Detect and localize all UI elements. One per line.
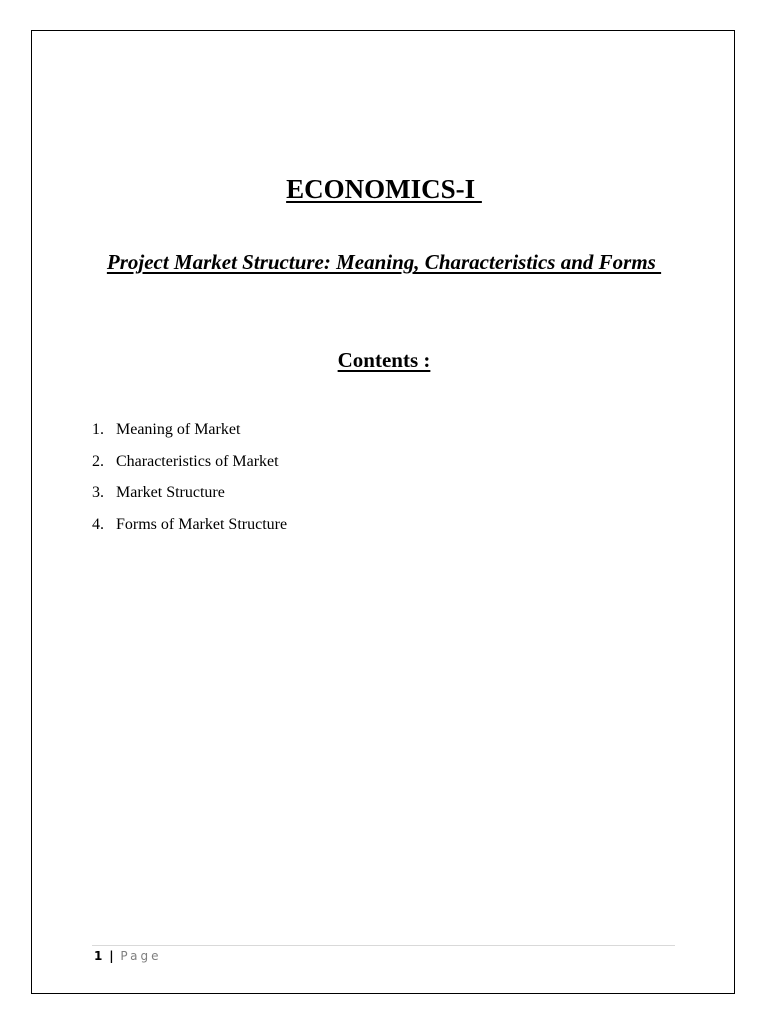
contents-item-label: Characteristics of Market	[116, 452, 279, 470]
contents-list	[92, 420, 287, 546]
contents-item	[92, 515, 287, 547]
contents-item-number: 4.	[92, 515, 104, 533]
contents-item	[92, 483, 287, 515]
contents-item	[92, 420, 287, 452]
contents-heading-text: Contents :	[337, 348, 431, 372]
contents-item-label: Meaning of Market	[116, 421, 241, 438]
document-subtitle-text: Project Market Structure: Meaning, Characteristics and Forms	[106, 250, 662, 274]
footer-divider	[92, 945, 675, 946]
contents-item-number: 2.	[92, 452, 104, 470]
document-title-text: ECONOMICS-I	[286, 174, 482, 204]
contents-item-number: 1.	[92, 421, 104, 438]
contents-heading	[0, 346, 768, 374]
contents-item	[92, 452, 287, 484]
footer-separator: |	[109, 949, 114, 963]
document-subtitle	[100, 248, 668, 277]
document-title	[0, 172, 768, 206]
footer-page-label: Page	[120, 949, 162, 963]
contents-item-label: Market Structure	[116, 484, 225, 501]
contents-item-number: 3.	[92, 484, 104, 501]
contents-item-label: Forms of Market Structure	[116, 515, 288, 533]
footer-page-number: 1	[94, 949, 103, 963]
page-footer	[94, 948, 161, 964]
